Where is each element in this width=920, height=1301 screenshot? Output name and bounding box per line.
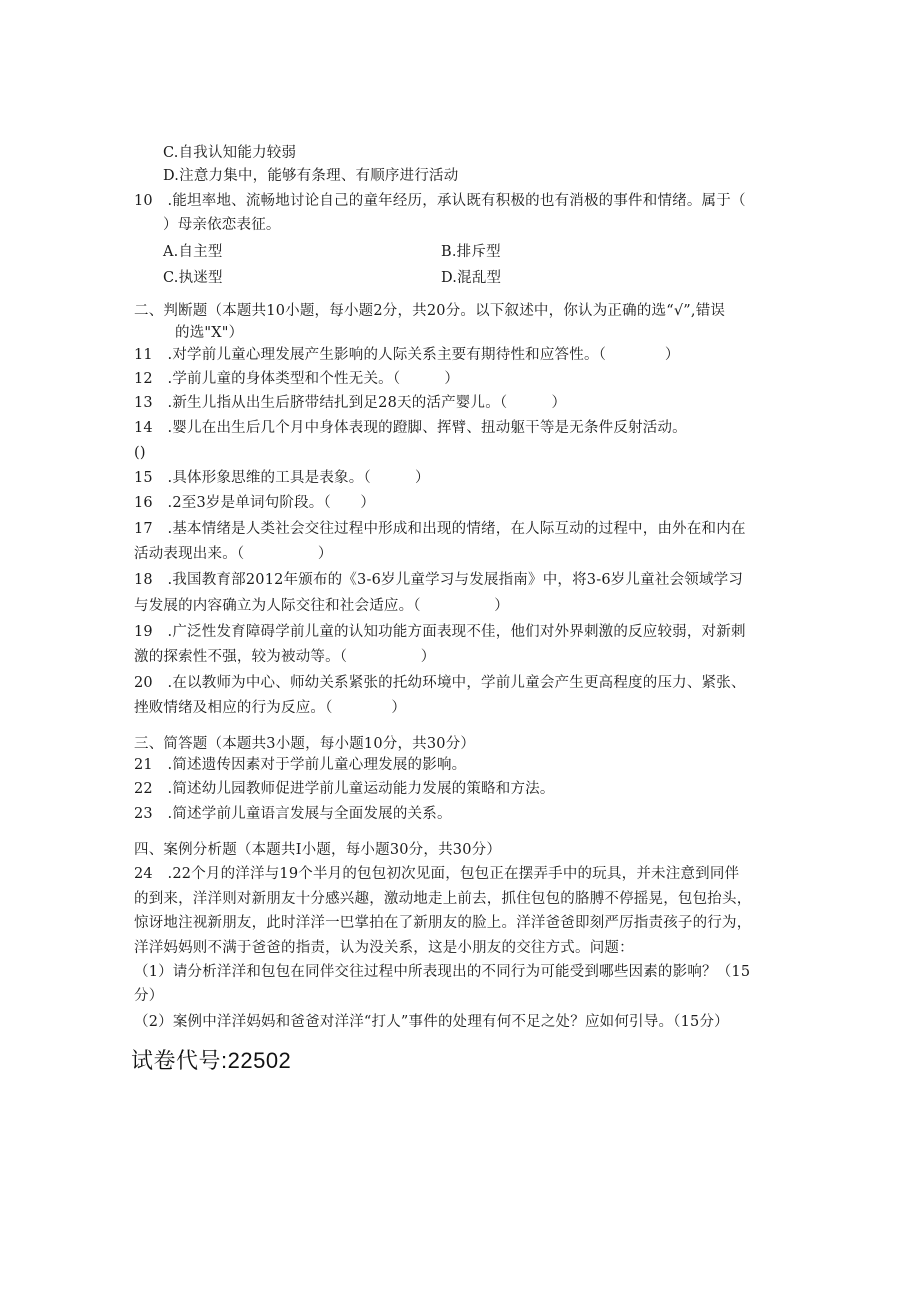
- q10-option-a: A.自主型: [163, 244, 223, 260]
- q14-line2: (): [134, 445, 146, 461]
- q10-option-c: C.执迷型: [163, 270, 223, 286]
- q12: 12 .学前儿童的身体类型和个性无关。（ ）: [134, 371, 460, 387]
- q17-line2: 活动表现出来。（ ）: [134, 546, 333, 562]
- q24-sub2: （2）案例中洋洋妈妈和爸爸对洋洋“打人”事件的处理有何不足之处？应如何引导。（15分）: [134, 1014, 729, 1030]
- q19-line2: 激的探索性不强，较为被动等。（ ）: [134, 649, 436, 665]
- q18-line1: 18 .我国教育部2012年颁布的《3-6岁儿童学习与发展指南》中，将3-6岁儿童社会领域学习: [134, 572, 744, 588]
- q16: 16 .2至3岁是单词句阶段。（ ）: [134, 495, 376, 511]
- q13: 13 .新生儿指从出生后脐带结扎到足28天的活产婴儿。（ ）: [134, 395, 567, 411]
- section3-header: 三、简答题（本题共3小题，每小题10分，共30分）: [134, 736, 476, 752]
- q23: 23 .简述学前儿童语言发展与全面发展的关系。: [134, 806, 452, 822]
- section4-header: 四、案例分析题（本题共I小题，每小题30分，共30分）: [134, 842, 502, 858]
- q9-option-c: C.自我认知能力较弱: [163, 145, 297, 161]
- q15: 15 .具体形象思维的工具是表象。（ ）: [134, 470, 430, 486]
- q17-line1: 17 .基本情绪是人类社会交往过程中形成和出现的情绪，在人际互动的过程中，由外在和内在: [134, 521, 746, 537]
- q22: 22 .简述幼儿园教师促进学前儿童运动能力发展的策略和方法。: [134, 781, 555, 797]
- q10-stem-line1: 10 .能坦率地、流畅地讨论自己的童年经历，承认既有积极的也有消极的事件和情绪。属于（: [134, 193, 746, 209]
- q24-sub1-line1: （1）请分析洋洋和包包在同伴交往过程中所表现出的不同行为可能受到哪些因素的影响？（15: [134, 964, 751, 980]
- q10-stem-line2: ）母亲依恋表征。: [163, 217, 281, 233]
- q10-option-b: B.排斥型: [441, 244, 501, 260]
- q24-line2: 的到来，洋洋则对新朋友十分感兴趣，激动地走上前去，抓住包包的胳膊不停摇晃，包包抬头，: [134, 891, 752, 907]
- q21: 21 .简述遗传因素对于学前儿童心理发展的影响。: [134, 757, 467, 773]
- q20-line1: 20 .在以教师为中心、师幼关系紧张的托幼环境中，学前儿童会产生更高程度的压力、紧张、: [134, 675, 746, 691]
- section2-header-line1: 二、判断题（本题共10小题，每小题2分，共20分。以下叙述中，你认为正确的选“√”,错误: [134, 303, 726, 319]
- q20-line2: 挫败情绪及相应的行为反应。（ ）: [134, 700, 407, 716]
- exam-code: 试卷代号:22502: [131, 1048, 292, 1073]
- q11: 11 .对学前儿童心理发展产生影响的人际关系主要有期待性和应答性。（ ）: [134, 347, 680, 363]
- q10-option-d: D.混乱型: [441, 270, 502, 286]
- section2-header-line2: 的选"X"）: [175, 325, 244, 341]
- q14-line1: 14 .婴儿在出生后几个月中身体表现的蹬脚、挥臂、扭动躯干等是无条件反射活动。: [134, 420, 687, 436]
- q19-line1: 19 .广泛性发育障碍学前儿童的认知功能方面表现不佳，他们对外界刺激的反应较弱，对新刺: [134, 624, 746, 640]
- q24-line3: 惊讶地注视新朋友，此时洋洋一巴掌拍在了新朋友的脸上。洋洋爸爸即刻严厉指责孩子的行为，: [134, 915, 752, 931]
- q24-line4: 洋洋妈妈则不满于爸爸的指责，认为没关系，这是小朋友的交往方式。问题：: [134, 940, 634, 956]
- q24-line1: 24 .22个月的洋洋与19个半月的包包初次见面，包包正在摆弄手中的玩具，并未注意到同伴: [134, 866, 740, 882]
- q24-sub1-line2: 分）: [134, 988, 164, 1004]
- q9-option-d: D.注意力集中，能够有条理、有顺序进行活动: [163, 168, 459, 184]
- q18-line2: 与发展的内容确立为人际交往和社会适应。（ ）: [134, 598, 509, 614]
